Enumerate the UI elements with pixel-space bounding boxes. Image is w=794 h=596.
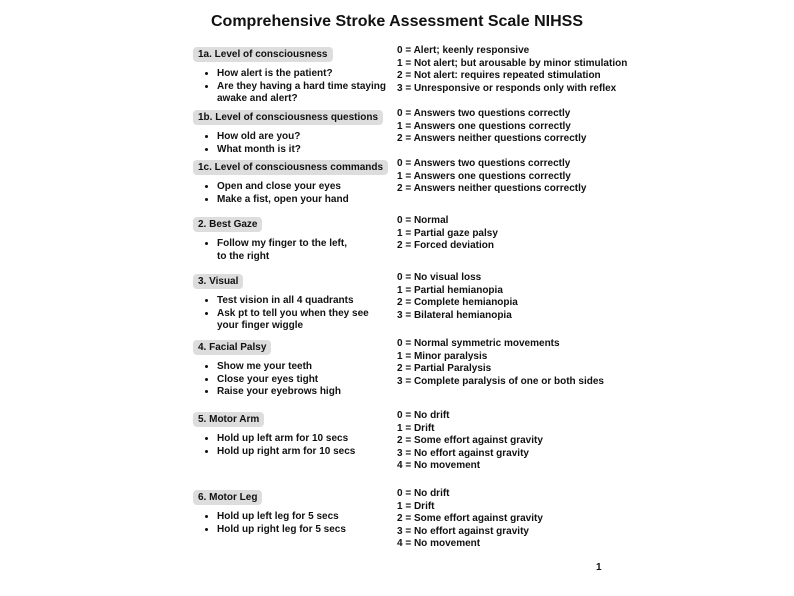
instruction-list [193, 433, 387, 458]
instruction-list [193, 238, 357, 263]
assessment-section [193, 271, 633, 333]
score-item: 3 = No effort against gravity [397, 525, 529, 537]
score-item: 2 = Answers neither questions correctly [397, 133, 587, 145]
instruction-item: • Follow my finger to the left, to the right [217, 238, 357, 263]
page-number: 1 [596, 562, 602, 573]
instruction-item: • Hold up right leg for 5 secs [217, 524, 387, 537]
score-item: 1 = Minor paralysis [397, 350, 488, 362]
section-label: 3. Visual [193, 274, 243, 289]
assessment-section [193, 337, 633, 399]
score-item: 2 = Some effort against gravity [397, 513, 543, 525]
instruction-item: • Hold up right arm for 10 secs [217, 446, 387, 459]
score-item: 0 = Answers two questions correctly [397, 158, 571, 169]
score-item: 1 = Drift [397, 500, 435, 512]
score-list [397, 272, 518, 322]
score-item: 0 = No drift [397, 488, 450, 499]
score-list [397, 108, 586, 146]
score-item: 1 = Answers one questions correctly [397, 170, 571, 182]
instruction-list [193, 131, 387, 156]
instruction-item: • Show me your teeth [217, 361, 387, 374]
score-item: 3 = Bilateral hemianopia [397, 309, 512, 321]
instruction-item: • Open and close your eyes [217, 181, 387, 194]
score-item: 0 = Normal symmetric movements [397, 338, 560, 349]
section-label: 1c. Level of consciousness commands [193, 160, 388, 175]
assessment-section [193, 409, 633, 472]
score-item: 1 = Partial gaze palsy [397, 227, 498, 239]
score-list [397, 158, 586, 196]
score-list [397, 45, 627, 95]
score-item: 0 = No visual loss [397, 272, 482, 283]
assessment-section [193, 487, 633, 550]
page-title: Comprehensive Stroke Assessment Scale NIHSS [210, 13, 583, 30]
score-list [397, 338, 604, 388]
section-label: 6. Motor Leg [193, 490, 262, 505]
section-label: 5. Motor Arm [193, 412, 264, 427]
score-item: 3 = Unresponsive or responds only with reflex [397, 82, 617, 94]
score-item: 1 = Not alert; but arousable by minor stimulation [397, 57, 628, 69]
score-item: 2 = Answers neither questions correctly [397, 183, 587, 195]
instruction-item: • Close your eyes tight [217, 374, 387, 387]
score-list [397, 488, 543, 551]
score-item: 0 = Alert; keenly responsive [397, 45, 530, 56]
assessment-section [193, 157, 633, 206]
score-list [397, 410, 543, 473]
score-item: 0 = Answers two questions correctly [397, 108, 571, 119]
section-label: 2. Best Gaze [193, 217, 262, 232]
assessment-section [193, 44, 633, 106]
instruction-list [193, 511, 387, 536]
instruction-list [193, 181, 387, 206]
assessment-section [193, 214, 633, 263]
instruction-item: • Make a fist, open your hand [217, 194, 387, 207]
section-label: 1a. Level of consciousness [193, 47, 333, 62]
score-item: 2 = Not alert: requires repeated stimulation [397, 70, 601, 82]
instruction-item: • How alert is the patient? [217, 68, 387, 81]
instruction-list [193, 361, 387, 399]
section-label: 4. Facial Palsy [193, 340, 271, 355]
score-item: 3 = No effort against gravity [397, 447, 529, 459]
instruction-item: • Test vision in all 4 quadrants [217, 295, 377, 308]
instruction-item: • Are they having a hard time staying awake and alert? [217, 81, 387, 106]
score-item: 3 = Complete paralysis of one or both sides [397, 375, 604, 387]
instruction-item: • What month is it? [217, 144, 387, 157]
score-item: 1 = Partial hemianopia [397, 284, 503, 296]
score-item: 4 = No movement [397, 460, 481, 472]
instruction-item: • Raise your eyebrows high [217, 386, 387, 399]
instruction-item: • Hold up left leg for 5 secs [217, 511, 387, 524]
score-item: 2 = Complete hemianopia [397, 297, 518, 309]
section-label: 1b. Level of consciousness questions [193, 110, 383, 125]
score-list [397, 215, 498, 253]
instruction-item: • Ask pt to tell you when they see your finger wiggle [217, 308, 377, 333]
instruction-item: • How old are you? [217, 131, 387, 144]
score-item: 2 = Forced deviation [397, 240, 494, 252]
assessment-section [193, 107, 633, 156]
score-item: 0 = No drift [397, 410, 450, 421]
instruction-item: • Hold up left arm for 10 secs [217, 433, 387, 446]
score-item: 4 = No movement [397, 538, 481, 550]
score-item: 0 = Normal [397, 215, 449, 226]
instruction-list [193, 68, 387, 106]
instruction-list [193, 295, 377, 333]
score-item: 2 = Partial Paralysis [397, 363, 492, 375]
score-item: 1 = Drift [397, 422, 435, 434]
score-item: 2 = Some effort against gravity [397, 435, 543, 447]
score-item: 1 = Answers one questions correctly [397, 120, 571, 132]
